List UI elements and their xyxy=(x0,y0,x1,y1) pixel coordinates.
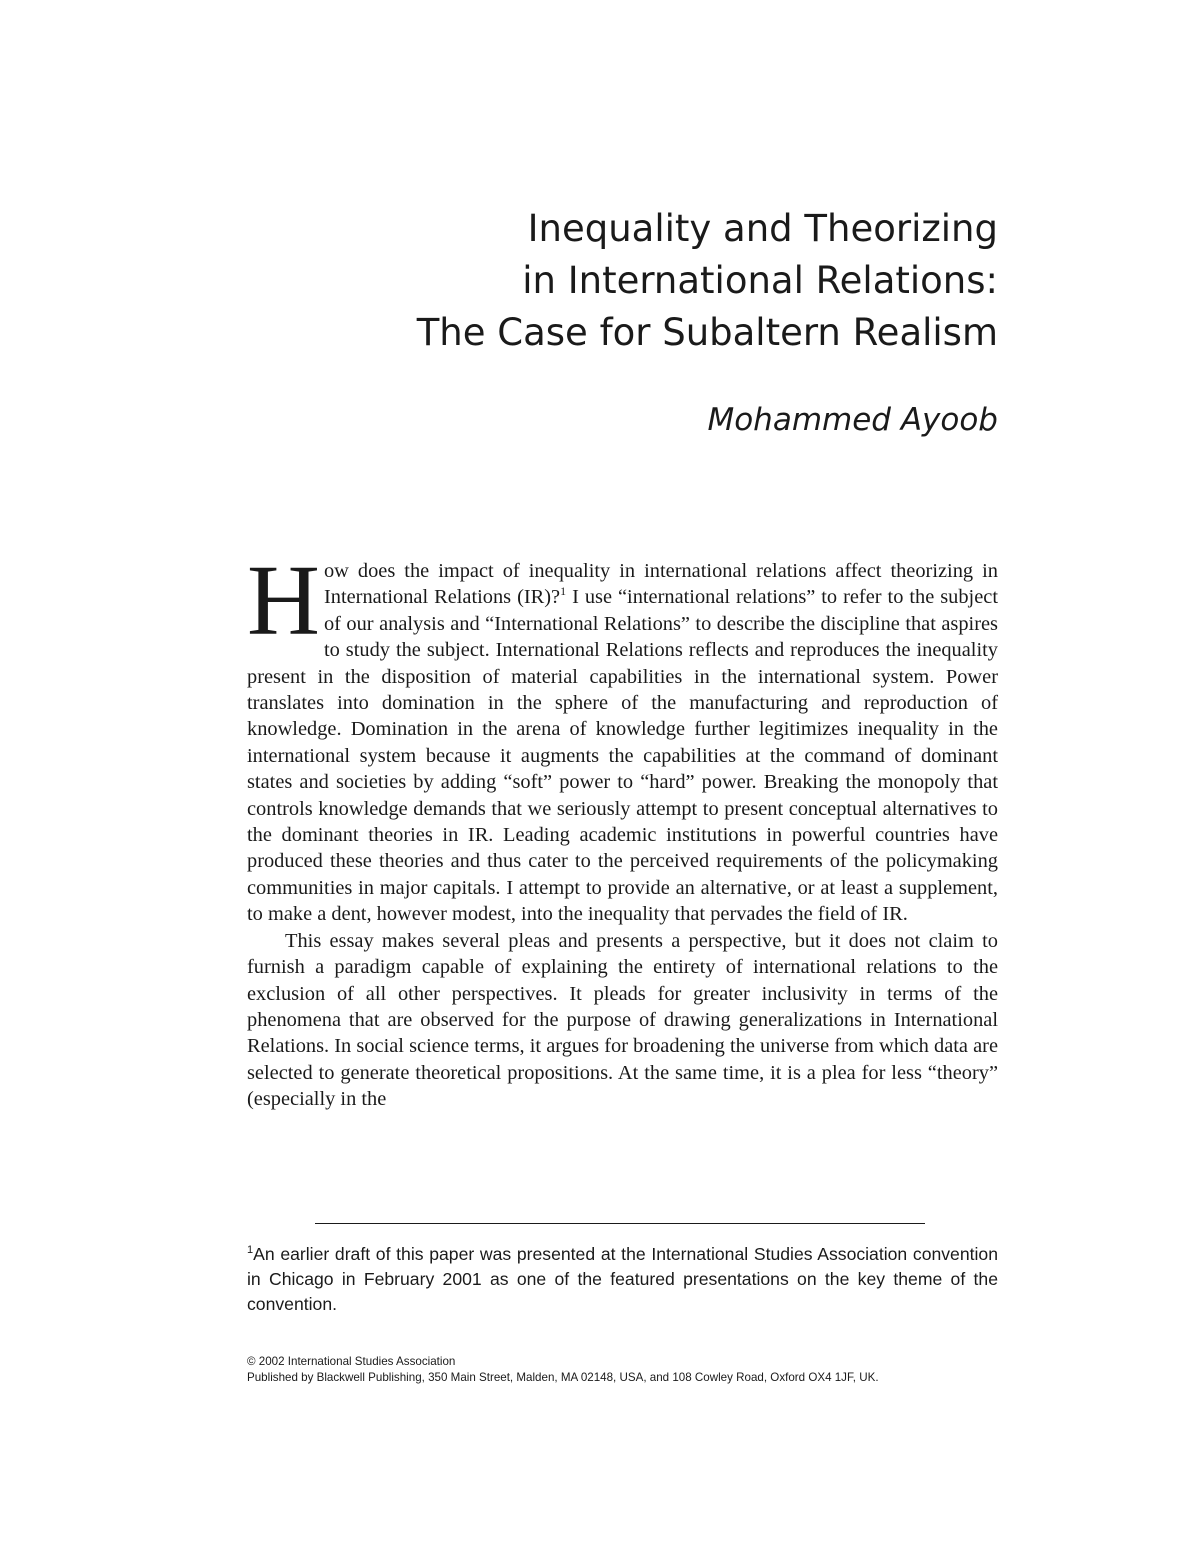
footnote-divider xyxy=(315,1223,925,1224)
footnote-text: An earlier draft of this paper was presented at the International Studies Association convention in Chicago in February 2001 as one of the featured presentations on the key theme of the convention. xyxy=(247,1244,998,1314)
paragraph-1-start: ow does the impact of inequality in international relations affect theorizing in International Relations (IR)? xyxy=(323,560,998,609)
article-body xyxy=(247,544,998,1113)
author-name: Mohammed Ayoob xyxy=(707,402,998,438)
paragraph-1-rest: I use “international relations” to refer to the subject of our analysis and “International Relations” to describe the discipline that aspires to study the subject. International Relations reflects and reproduces the inequality present in the disposition of material capabilities in the international system. Power translates into domination in the sphere of the manufacturing and reproduction of knowledge. Domination in the arena of knowledge further legitimizes inequality in the international system because it augments the capabilities at the command of dominant states and societies by adding “soft” power to “hard” power. Breaking the monopoly that controls knowledge demands that we seriously attempt to present conceptual alternatives to the dominant theories in IR. Leading academic institutions in powerful countries have produced these theories and thus cater to the perceived requirements of the policymaking communities in major capitals. I attempt to provide an alternative, or at least a supplement, to make a dent, however modest, into the inequality that pervades the field of IR. xyxy=(247,586,998,926)
paragraph-1 xyxy=(247,544,998,928)
copyright-line: © 2002 International Studies Association xyxy=(247,1355,456,1368)
title-line-1: Inequality and Theorizing xyxy=(527,207,998,250)
copyright-notice xyxy=(247,1354,879,1386)
publisher-line: Published by Blackwell Publishing, 350 Main Street, Malden, MA 02148, USA, and 108 Cowley Road, Oxford OX4 1JF, UK. xyxy=(247,1371,879,1384)
footnote-marker: 1 xyxy=(247,1244,254,1256)
footnote xyxy=(247,1242,998,1317)
drop-cap: H xyxy=(247,544,320,656)
title-line-2: in International Relations: xyxy=(522,259,998,302)
article-title xyxy=(417,203,998,359)
paragraph-2: This essay makes several pleas and presents a perspective, but it does not claim to furnish a paradigm capable of explaining the entirety of international relations to the exclusion of all other perspectives. It pleads for greater inclusivity in terms of the phenomena that are observed for the purpose of drawing generalizations in International Relations. In social science terms, it argues for broadening the universe from which data are selected to generate theoretical propositions. At the same time, it is a plea for less “theory” (especially in the xyxy=(247,929,998,1111)
title-line-3: The Case for Subaltern Realism xyxy=(416,311,998,354)
footnote-reference[interactable]: 1 xyxy=(560,584,567,599)
